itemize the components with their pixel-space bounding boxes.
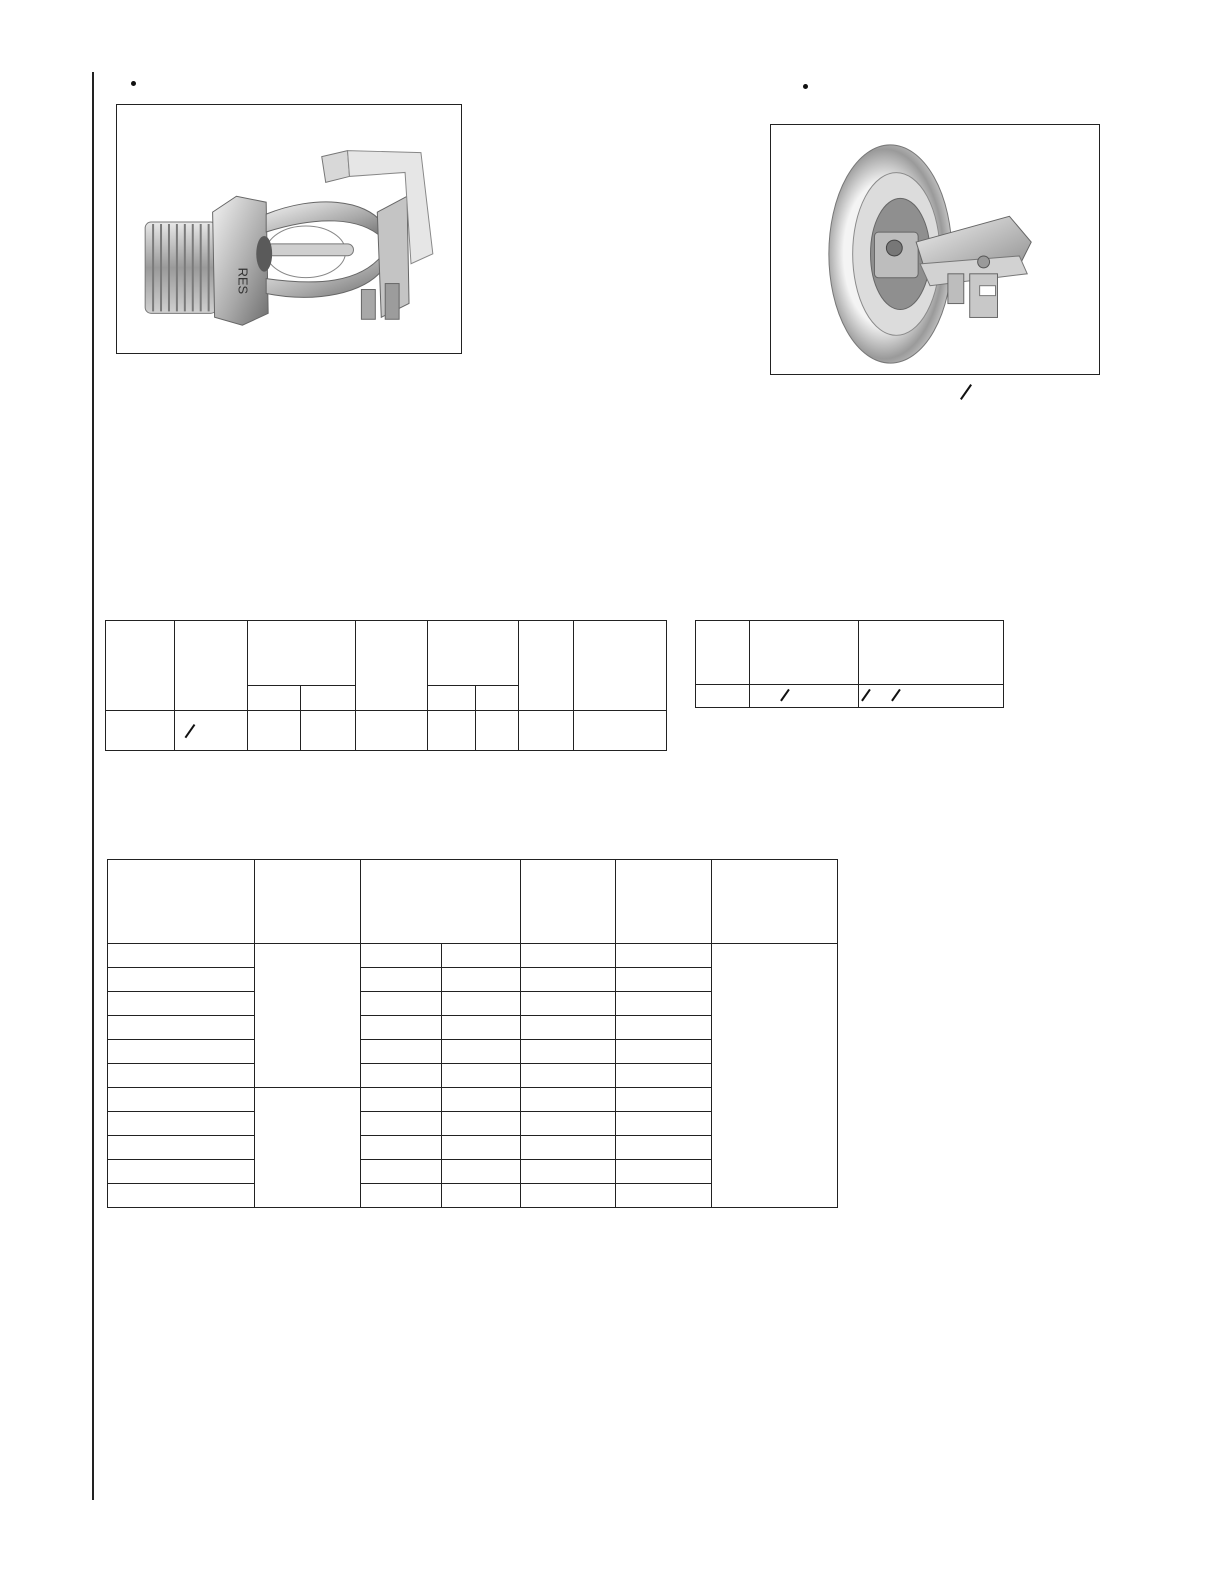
t3-data-cell <box>616 1088 712 1112</box>
t3-header-cell <box>361 860 521 944</box>
t3-row-label-cell <box>108 1136 255 1160</box>
t1-data-cell <box>476 711 519 751</box>
t3-data-cell <box>616 944 712 968</box>
t3-data-cell <box>521 1088 616 1112</box>
table-1 <box>105 620 667 751</box>
t3-data-cell <box>361 1040 442 1064</box>
t1-data-cell <box>106 711 175 751</box>
t3-data-cell <box>616 1112 712 1136</box>
t1-data-cell <box>428 711 476 751</box>
t3-data-cell <box>521 1160 616 1184</box>
t1-header-cell <box>175 621 248 711</box>
t3-data-cell <box>442 1112 521 1136</box>
t2-slash-mark <box>891 688 900 700</box>
t3-data-cell <box>521 968 616 992</box>
t3-row-label-cell <box>108 968 255 992</box>
t3-row-label-cell <box>108 1160 255 1184</box>
t3-data-cell <box>442 968 521 992</box>
t1-subheader-cell <box>301 686 356 711</box>
t3-header-cell <box>616 860 712 944</box>
t3-data-cell <box>616 1016 712 1040</box>
t3-data-cell <box>361 1088 442 1112</box>
right-bullet <box>803 84 808 89</box>
t3-data-cell <box>442 992 521 1016</box>
t1-header-cell <box>106 621 175 711</box>
t3-data-cell <box>616 992 712 1016</box>
t3-data-cell <box>361 968 442 992</box>
t2-header-cell <box>859 621 1004 685</box>
svg-text:RES: RES <box>235 267 251 295</box>
t3-data-cell <box>616 1136 712 1160</box>
t1-data-cell <box>301 711 356 751</box>
t3-row-label-cell <box>108 1016 255 1040</box>
t3-data-cell <box>442 1088 521 1112</box>
t3-data-cell <box>361 992 442 1016</box>
t2-data-cell <box>696 685 750 708</box>
t3-row-label-cell <box>108 1184 255 1208</box>
t3-data-cell <box>616 1040 712 1064</box>
t1-data-cell <box>356 711 428 751</box>
t3-merged-group-cell <box>255 1088 361 1208</box>
t3-data-cell <box>616 1160 712 1184</box>
t1-header-group-cell <box>428 621 519 686</box>
t3-data-cell <box>616 1064 712 1088</box>
t2-header-cell <box>750 621 859 685</box>
t1-header-cell <box>574 621 667 711</box>
t3-data-cell <box>361 1136 442 1160</box>
t3-data-cell <box>361 1064 442 1088</box>
table-3 <box>107 859 838 1208</box>
t1-header-group-cell <box>248 621 356 686</box>
t3-data-cell <box>521 944 616 968</box>
t3-data-cell <box>521 1016 616 1040</box>
sprinkler-side-view-image <box>117 105 461 353</box>
t3-row-label-cell <box>108 1088 255 1112</box>
t3-data-cell <box>442 1040 521 1064</box>
t3-data-cell <box>442 1064 521 1088</box>
table-2 <box>695 620 1004 708</box>
t3-data-cell <box>361 1160 442 1184</box>
t2-slash-mark <box>861 688 870 700</box>
t3-header-cell <box>255 860 361 944</box>
t3-data-cell <box>521 1064 616 1088</box>
t3-data-cell <box>616 968 712 992</box>
sprinkler-escutcheon-image <box>771 125 1099 374</box>
t3-data-cell <box>521 1112 616 1136</box>
t3-data-cell <box>521 1184 616 1208</box>
t3-header-cell <box>108 860 255 944</box>
t3-data-cell <box>442 1160 521 1184</box>
t3-row-label-cell <box>108 1040 255 1064</box>
t2-data-cell <box>859 685 1004 708</box>
t3-row-label-cell <box>108 944 255 968</box>
t3-data-cell <box>442 1136 521 1160</box>
t1-subheader-cell <box>248 686 301 711</box>
t1-slash-mark <box>185 724 195 738</box>
t3-data-cell <box>521 1040 616 1064</box>
left-bullet <box>131 81 136 86</box>
t3-merged-notes-cell <box>712 944 838 1208</box>
page-vertical-rule <box>92 72 94 1500</box>
t3-data-cell <box>521 992 616 1016</box>
t3-data-cell <box>442 1016 521 1040</box>
t3-data-cell <box>361 1016 442 1040</box>
t3-header-cell <box>712 860 838 944</box>
t2-slash-mark <box>780 688 789 700</box>
t1-data-cell <box>574 711 667 751</box>
t1-header-cell <box>519 621 574 711</box>
right-figure-caption-mark <box>960 384 972 400</box>
t2-data-cell <box>750 685 859 708</box>
t3-data-cell <box>521 1136 616 1160</box>
t3-data-cell <box>442 1184 521 1208</box>
t1-subheader-cell <box>428 686 476 711</box>
t2-header-cell <box>696 621 750 685</box>
t1-header-cell <box>356 621 428 711</box>
t3-row-label-cell <box>108 1064 255 1088</box>
t3-data-cell <box>616 1184 712 1208</box>
t3-row-label-cell <box>108 1112 255 1136</box>
sprinkler-photo-right <box>770 124 1100 375</box>
t3-data-cell <box>361 1112 442 1136</box>
t1-data-cell <box>519 711 574 751</box>
t1-data-cell <box>248 711 301 751</box>
t3-data-cell <box>361 944 442 968</box>
t3-data-cell <box>361 1184 442 1208</box>
t1-subheader-cell <box>476 686 519 711</box>
t3-data-cell <box>442 944 521 968</box>
t3-merged-group-cell <box>255 944 361 1088</box>
t1-data-cell <box>175 711 248 751</box>
sprinkler-photo-left <box>116 104 462 354</box>
t3-header-cell <box>521 860 616 944</box>
t3-row-label-cell <box>108 992 255 1016</box>
